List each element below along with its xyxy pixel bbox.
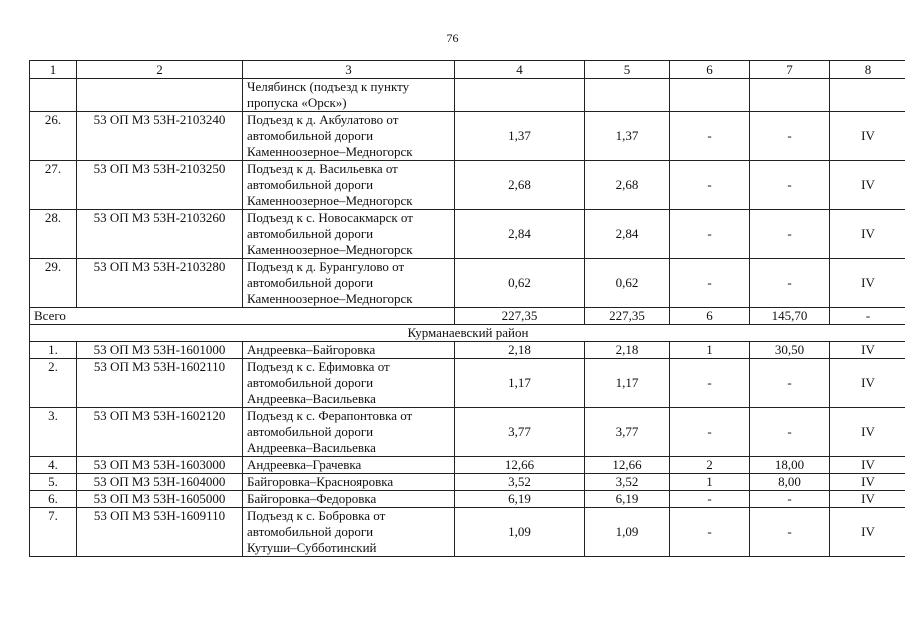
roads-table bbox=[29, 60, 905, 557]
road-category: IV bbox=[830, 161, 905, 210]
road-code: 53 ОП МЗ 53Н-1609110 bbox=[77, 508, 243, 557]
road-category: IV bbox=[830, 259, 905, 308]
road-code: 53 ОП МЗ 53Н-1602120 bbox=[77, 408, 243, 457]
column-6-value: - bbox=[670, 508, 750, 557]
column-7-value: 18,00 bbox=[750, 457, 830, 474]
road-name-cell: Челябинск (подъезд к пункту пропуска «Орск») bbox=[243, 79, 455, 112]
road-name: Подъезд к д. Бурангулово от автомобильной дороги Каменноозерное–Медногорск bbox=[243, 259, 455, 308]
road-category: IV bbox=[830, 508, 905, 557]
column-7-value: - bbox=[750, 210, 830, 259]
road-name: Подъезд к с. Новосакмарск от автомобильной дороги Каменноозерное–Медногорск bbox=[243, 210, 455, 259]
road-category: IV bbox=[830, 342, 905, 359]
continuation-row bbox=[30, 79, 905, 112]
road-code: 53 ОП МЗ 53Н-2103280 bbox=[77, 259, 243, 308]
page-number: 76 bbox=[446, 31, 459, 45]
column-7-value: - bbox=[750, 491, 830, 508]
road-code: 53 ОП МЗ 53Н-1605000 bbox=[77, 491, 243, 508]
column-7-value: - bbox=[750, 161, 830, 210]
road-length-2: 6,19 bbox=[585, 491, 670, 508]
table-row bbox=[30, 112, 905, 161]
total-label: Всего bbox=[30, 308, 455, 325]
column-header: 7 bbox=[750, 61, 830, 79]
column-header: 4 bbox=[455, 61, 585, 79]
column-6-value: - bbox=[670, 359, 750, 408]
table-row bbox=[30, 161, 905, 210]
road-length-2: 2,84 bbox=[585, 210, 670, 259]
road-length-2: 3,77 bbox=[585, 408, 670, 457]
road-length: 6,19 bbox=[455, 491, 585, 508]
table-row bbox=[30, 342, 905, 359]
road-length: 3,77 bbox=[455, 408, 585, 457]
road-code: 53 ОП МЗ 53Н-1601000 bbox=[77, 342, 243, 359]
column-6-value: - bbox=[670, 408, 750, 457]
total-category: - bbox=[830, 308, 905, 325]
column-6-value: 1 bbox=[670, 474, 750, 491]
column-6-value: 2 bbox=[670, 457, 750, 474]
section-title: Курманаевский район bbox=[30, 325, 905, 342]
column-7-value: - bbox=[750, 112, 830, 161]
row-number: 28. bbox=[30, 210, 77, 259]
road-length-2: 2,68 bbox=[585, 161, 670, 210]
table-row bbox=[30, 491, 905, 508]
road-category: IV bbox=[830, 408, 905, 457]
table-row bbox=[30, 508, 905, 557]
table-row bbox=[30, 259, 905, 308]
row-number: 1. bbox=[30, 342, 77, 359]
road-length: 0,62 bbox=[455, 259, 585, 308]
column-number-row bbox=[30, 61, 905, 79]
road-name: Андреевка–Грачевка bbox=[243, 457, 455, 474]
row-number: 27. bbox=[30, 161, 77, 210]
row-number: 29. bbox=[30, 259, 77, 308]
road-name: Подъезд к с. Ферапонтовка от автомобильной дороги Андреевка–Васильевка bbox=[243, 408, 455, 457]
row-number: 6. bbox=[30, 491, 77, 508]
section-row bbox=[30, 325, 905, 342]
road-length: 2,84 bbox=[455, 210, 585, 259]
road-length-2: 2,18 bbox=[585, 342, 670, 359]
road-category: IV bbox=[830, 359, 905, 408]
row-number: 26. bbox=[30, 112, 77, 161]
table-row bbox=[30, 457, 905, 474]
total-length-2: 227,35 bbox=[585, 308, 670, 325]
road-length: 1,17 bbox=[455, 359, 585, 408]
road-length: 1,37 bbox=[455, 112, 585, 161]
column-7-value: - bbox=[750, 259, 830, 308]
column-6-value: - bbox=[670, 491, 750, 508]
column-header: 1 bbox=[30, 61, 77, 79]
road-length-2: 3,52 bbox=[585, 474, 670, 491]
column-7-value: - bbox=[750, 359, 830, 408]
table-row bbox=[30, 474, 905, 491]
column-header: 2 bbox=[77, 61, 243, 79]
column-header: 5 bbox=[585, 61, 670, 79]
column-6-value: 1 bbox=[670, 342, 750, 359]
column-header: 3 bbox=[243, 61, 455, 79]
road-length: 2,18 bbox=[455, 342, 585, 359]
road-name: Подъезд к д. Васильевка от автомобильной дороги Каменноозерное–Медногорск bbox=[243, 161, 455, 210]
road-length-2: 1,37 bbox=[585, 112, 670, 161]
road-length: 12,66 bbox=[455, 457, 585, 474]
column-7-value: - bbox=[750, 408, 830, 457]
road-name: Подъезд к с. Бобровка от автомобильной дороги Кутуши–Субботинский bbox=[243, 508, 455, 557]
total-column-7: 145,70 bbox=[750, 308, 830, 325]
road-length-2: 0,62 bbox=[585, 259, 670, 308]
table-row bbox=[30, 359, 905, 408]
road-category: IV bbox=[830, 491, 905, 508]
road-name: Байгоровка–Федоровка bbox=[243, 491, 455, 508]
column-6-value: - bbox=[670, 161, 750, 210]
total-row bbox=[30, 308, 905, 325]
road-length: 1,09 bbox=[455, 508, 585, 557]
road-category: IV bbox=[830, 457, 905, 474]
road-code: 53 ОП МЗ 53Н-2103240 bbox=[77, 112, 243, 161]
road-name: Байгоровка–Краснояровка bbox=[243, 474, 455, 491]
total-length: 227,35 bbox=[455, 308, 585, 325]
road-length: 3,52 bbox=[455, 474, 585, 491]
table-row bbox=[30, 408, 905, 457]
column-7-value: 8,00 bbox=[750, 474, 830, 491]
table-row bbox=[30, 210, 905, 259]
road-code: 53 ОП МЗ 53Н-2103250 bbox=[77, 161, 243, 210]
road-code: 53 ОП МЗ 53Н-1603000 bbox=[77, 457, 243, 474]
road-code: 53 ОП МЗ 53Н-1602110 bbox=[77, 359, 243, 408]
road-code: 53 ОП МЗ 53Н-2103260 bbox=[77, 210, 243, 259]
row-number: 5. bbox=[30, 474, 77, 491]
road-category: IV bbox=[830, 210, 905, 259]
road-name: Подъезд к д. Акбулатово от автомобильной дороги Каменноозерное–Медногорск bbox=[243, 112, 455, 161]
column-6-value: - bbox=[670, 210, 750, 259]
row-number: 7. bbox=[30, 508, 77, 557]
row-number: 4. bbox=[30, 457, 77, 474]
road-length-2: 1,09 bbox=[585, 508, 670, 557]
column-6-value: - bbox=[670, 259, 750, 308]
row-number: 3. bbox=[30, 408, 77, 457]
road-length-2: 12,66 bbox=[585, 457, 670, 474]
total-column-6: 6 bbox=[670, 308, 750, 325]
column-7-value: 30,50 bbox=[750, 342, 830, 359]
road-category: IV bbox=[830, 474, 905, 491]
road-name: Андреевка–Байгоровка bbox=[243, 342, 455, 359]
road-category: IV bbox=[830, 112, 905, 161]
road-length: 2,68 bbox=[455, 161, 585, 210]
row-number: 2. bbox=[30, 359, 77, 408]
column-header: 8 bbox=[830, 61, 905, 79]
road-length-2: 1,17 bbox=[585, 359, 670, 408]
road-code: 53 ОП МЗ 53Н-1604000 bbox=[77, 474, 243, 491]
road-name: Подъезд к с. Ефимовка от автомобильной дороги Андреевка–Васильевка bbox=[243, 359, 455, 408]
column-header: 6 bbox=[670, 61, 750, 79]
column-6-value: - bbox=[670, 112, 750, 161]
column-7-value: - bbox=[750, 508, 830, 557]
